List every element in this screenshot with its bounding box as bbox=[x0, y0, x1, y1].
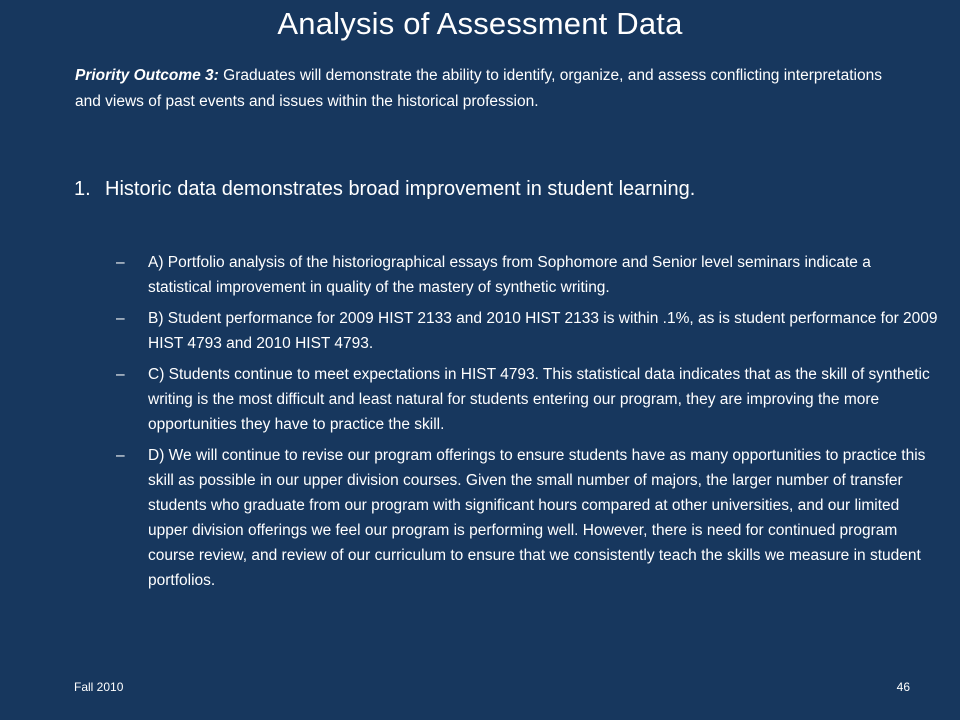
bullet-dash: – bbox=[116, 447, 125, 464]
bullet-dash: – bbox=[116, 310, 125, 327]
slide-number: 46 bbox=[896, 680, 910, 694]
main-point-text: Historic data demonstrates broad improvement in student learning. bbox=[105, 178, 696, 200]
main-point-number: 1. bbox=[74, 178, 91, 200]
footer-date: Fall 2010 bbox=[74, 680, 124, 694]
bullet-dash: – bbox=[116, 254, 125, 271]
slide-title: Analysis of Assessment Data bbox=[277, 6, 683, 41]
sub-point-b bbox=[116, 306, 938, 356]
sub-points-list bbox=[116, 250, 938, 599]
priority-outcome bbox=[75, 63, 905, 115]
sub-point-text: B) Student performance for 2009 HIST 2133 and 2010 HIST 2133 is within .1%, as is student performance for 2009 HIST 4793 and 2010 HIST 4793. bbox=[148, 310, 938, 352]
bullet-dash: – bbox=[116, 366, 125, 383]
sub-point-text: C) Students continue to meet expectations in HIST 4793. This statistical data indicates that as the skill of synthetic writing is the most difficult and least natural for students entering our program, they are improving the more opportunities they have to practice the skill. bbox=[148, 366, 930, 433]
priority-outcome-text: Graduates will demonstrate the ability to identify, organize, and assess conflicting interpretations and views of past events and issues within the historical profession. bbox=[75, 67, 882, 110]
sub-point-d bbox=[116, 443, 938, 593]
main-point bbox=[74, 174, 904, 204]
sub-point-c bbox=[116, 362, 938, 437]
sub-point-a bbox=[116, 250, 938, 300]
sub-point-text: D) We will continue to revise our program offerings to ensure students have as many opportunities to practice this skill as possible in our upper division courses. Given the small number of majors, the larger number of transfer students who graduate from our program with significant hours compared at other universities, and our limited upper division offerings we feel our program is performing well. However, there is need for continued program course review, and review of our curriculum to ensure that we consistently teach the skills we measure in student portfolios. bbox=[148, 447, 926, 589]
priority-outcome-label: Priority Outcome 3: bbox=[75, 67, 219, 84]
sub-point-text: A) Portfolio analysis of the historiographical essays from Sophomore and Senior level seminars indicate a statistical improvement in quality of the mastery of synthetic writing. bbox=[148, 254, 871, 296]
